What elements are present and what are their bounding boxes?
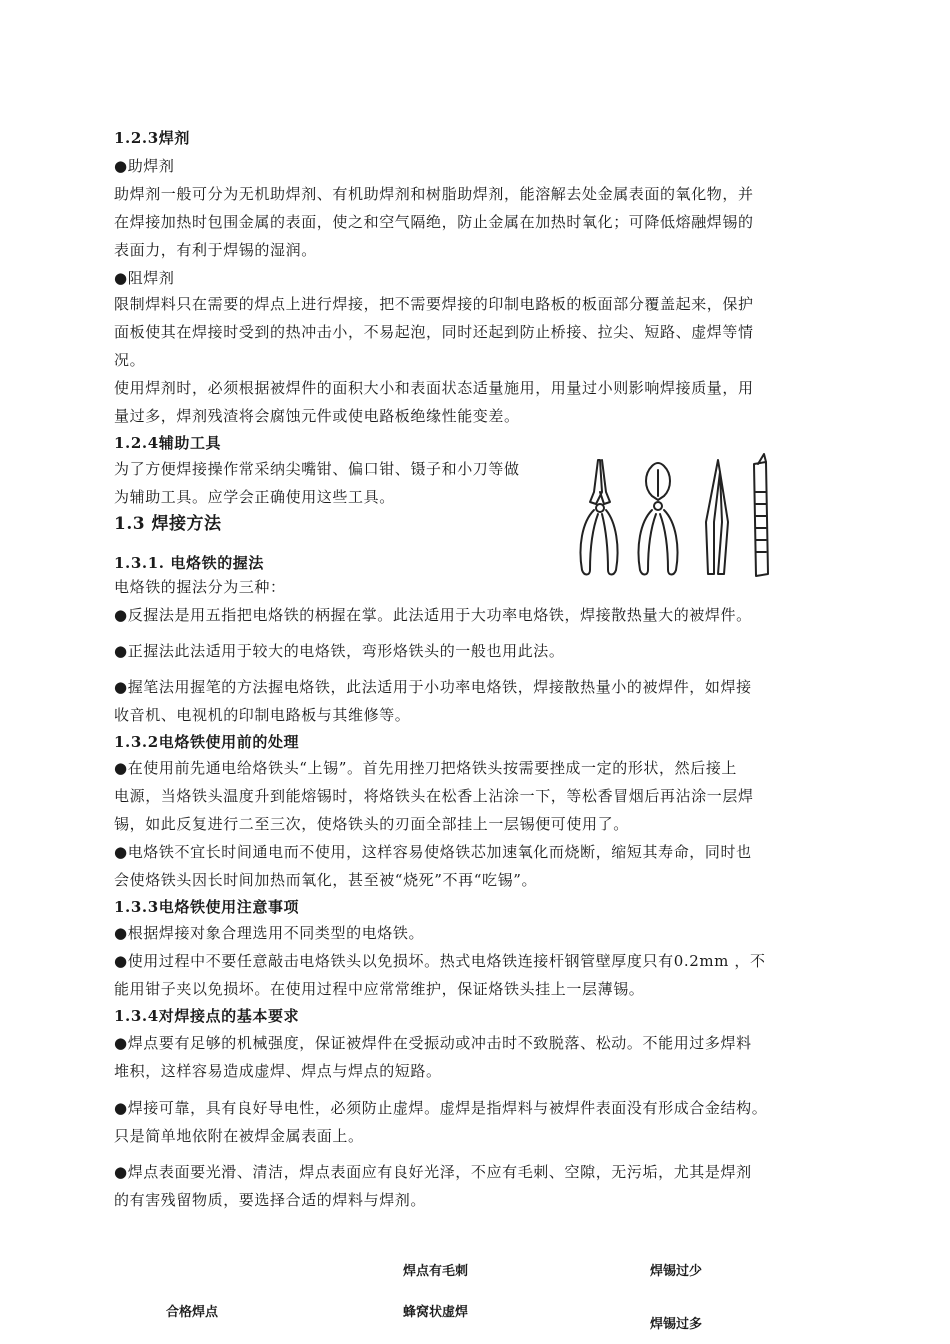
paragraph-line: 面板使其在焊接时受到的热冲击小，不易起泡，同时还起到防止桥接、拉尖、短路、虚焊等情 [114, 323, 754, 341]
paragraph-line: 收音机、电视机的印制电路板与其维修等。 [114, 706, 411, 724]
bullet-solder-resist: ●阻焊剂 [114, 269, 175, 287]
tools-illustration [572, 452, 782, 582]
bullet-pen-grip: ●握笔法用握笔的方法握电烙铁，此法适用于小功率电烙铁，焊接散热量小的被焊件，如焊接 [114, 678, 752, 696]
heading-1-3-3: 1.3.3电烙铁使用注意事项 [114, 898, 300, 916]
knife-icon [754, 454, 768, 576]
heading-1-3-4: 1.3.4对焊接点的基本要求 [114, 1007, 300, 1025]
heading-1-2-3: 1.2.3焊剂 [114, 129, 190, 147]
heading-1-3-2: 1.3.2电烙铁使用前的处理 [114, 733, 300, 751]
bullet-strength: ●焊点要有足够的机械强度，保证被焊件在受振动或冲击时不致脱落、松动。不能用过多焊料 [114, 1034, 752, 1052]
paragraph-line: 限制焊料只在需要的焊点上进行焊接，把不需要焊接的印制电路板的板面部分覆盖起来，保护 [114, 295, 754, 313]
paragraph-line: 使用焊剂时，必须根据被焊件的面积大小和表面状态适量施用，用量过小则影响焊接质量，用 [114, 379, 754, 397]
paragraph-line: 电烙铁的握法分为三种： [114, 578, 286, 596]
paragraph-line: 堆积，这样容易造成虚焊、焊点与焊点的短路。 [114, 1062, 442, 1080]
heading-1-3: 1.3 焊接方法 [114, 514, 222, 534]
diagonal-cutter-icon [639, 463, 678, 575]
paragraph-line: 会使烙铁头因长时间加热而氧化，甚至被“烧死”不再“吃锡”。 [114, 871, 538, 889]
bullet-tinning: ●在使用前先通电给烙铁头“上锡”。首先用挫刀把烙铁头按需要挫成一定的形状，然后接上 [114, 759, 738, 777]
paragraph-line: 况。 [114, 351, 146, 369]
label-qualified-joint: 合格焊点 [166, 1305, 219, 1320]
label-burr: 焊点有毛刺 [403, 1264, 469, 1279]
label-honeycomb-cold-joint: 蜂窝状虚焊 [403, 1305, 469, 1320]
bullet-no-knocking: ●使用过程中不要任意敲击电烙铁头以免损坏。热式电烙铁连接杆钢管壁厚度只有0.2mm ，不 [114, 952, 766, 970]
bullet-forward-grip: ●正握法此法适用于较大的电烙铁，弯形烙铁头的一般也用此法。 [114, 642, 565, 660]
bullet-reverse-grip: ●反握法是用五指把电烙铁的柄握在掌。此法适用于大功率电烙铁，焊接散热量大的被焊件。 [114, 606, 752, 624]
bullet-idle-power: ●电烙铁不宜长时间通电而不使用，这样容易使烙铁芯加速氧化而烧断，缩短其寿命，同时也 [114, 843, 752, 861]
paragraph-line: 的有害残留物质，要选择合适的焊料与焊剂。 [114, 1191, 427, 1209]
paragraph-line: 为辅助工具。应学会正确使用这些工具。 [114, 488, 395, 506]
tweezers-icon [706, 460, 728, 574]
paragraph-line: 能用钳子夹以免损坏。在使用过程中应常常维护，保证烙铁头挂上一层薄锡。 [114, 980, 645, 998]
paragraph-line: 助焊剂一般可分为无机助焊剂、有机助焊剂和树脂助焊剂，能溶解去处金属表面的氧化物，并 [114, 185, 754, 203]
paragraph-line: 量过多，焊剂残渣将会腐蚀元件或使电路板绝缘性能变差。 [114, 407, 520, 425]
paragraph-line: 在焊接加热时包围金属的表面，使之和空气隔绝，防止金属在加热时氧化；可降低熔融焊锡的 [114, 213, 754, 231]
bullet-surface: ●焊点表面要光滑、清洁，焊点表面应有良好光泽，不应有毛刺、空隙，无污垢，尤其是焊剂 [114, 1163, 752, 1181]
heading-1-3-1: 1.3.1. 电烙铁的握法 [114, 554, 265, 572]
paragraph-line: 锡，如此反复进行二至三次，使烙铁头的刃面全部挂上一层锡便可使用了。 [114, 815, 629, 833]
label-too-little-solder: 焊锡过少 [650, 1264, 703, 1279]
label-too-much-solder: 焊锡过多 [650, 1317, 703, 1332]
needle-nose-pliers-icon [581, 460, 618, 575]
paragraph-line: 只是简单地依附在被焊金属表面上。 [114, 1127, 364, 1145]
paragraph-line: 表面力，有利于焊锡的湿润。 [114, 241, 317, 259]
paragraph-line: 电源，当烙铁头温度升到能熔锡时，将烙铁头在松香上沾涂一下，等松香冒烟后再沾涂一层焊 [114, 787, 754, 805]
bullet-select-iron: ●根据焊接对象合理选用不同类型的电烙铁。 [114, 924, 425, 942]
bullet-flux: ●助焊剂 [114, 157, 175, 175]
heading-1-2-4: 1.2.4辅助工具 [114, 434, 222, 452]
bullet-reliability: ●焊接可靠，具有良好导电性，必须防止虚焊。虚焊是指焊料与被焊件表面没有形成合金结构。 [114, 1099, 768, 1117]
paragraph-line: 为了方便焊接操作常采纳尖嘴钳、偏口钳、镊子和小刀等做 [114, 460, 520, 478]
